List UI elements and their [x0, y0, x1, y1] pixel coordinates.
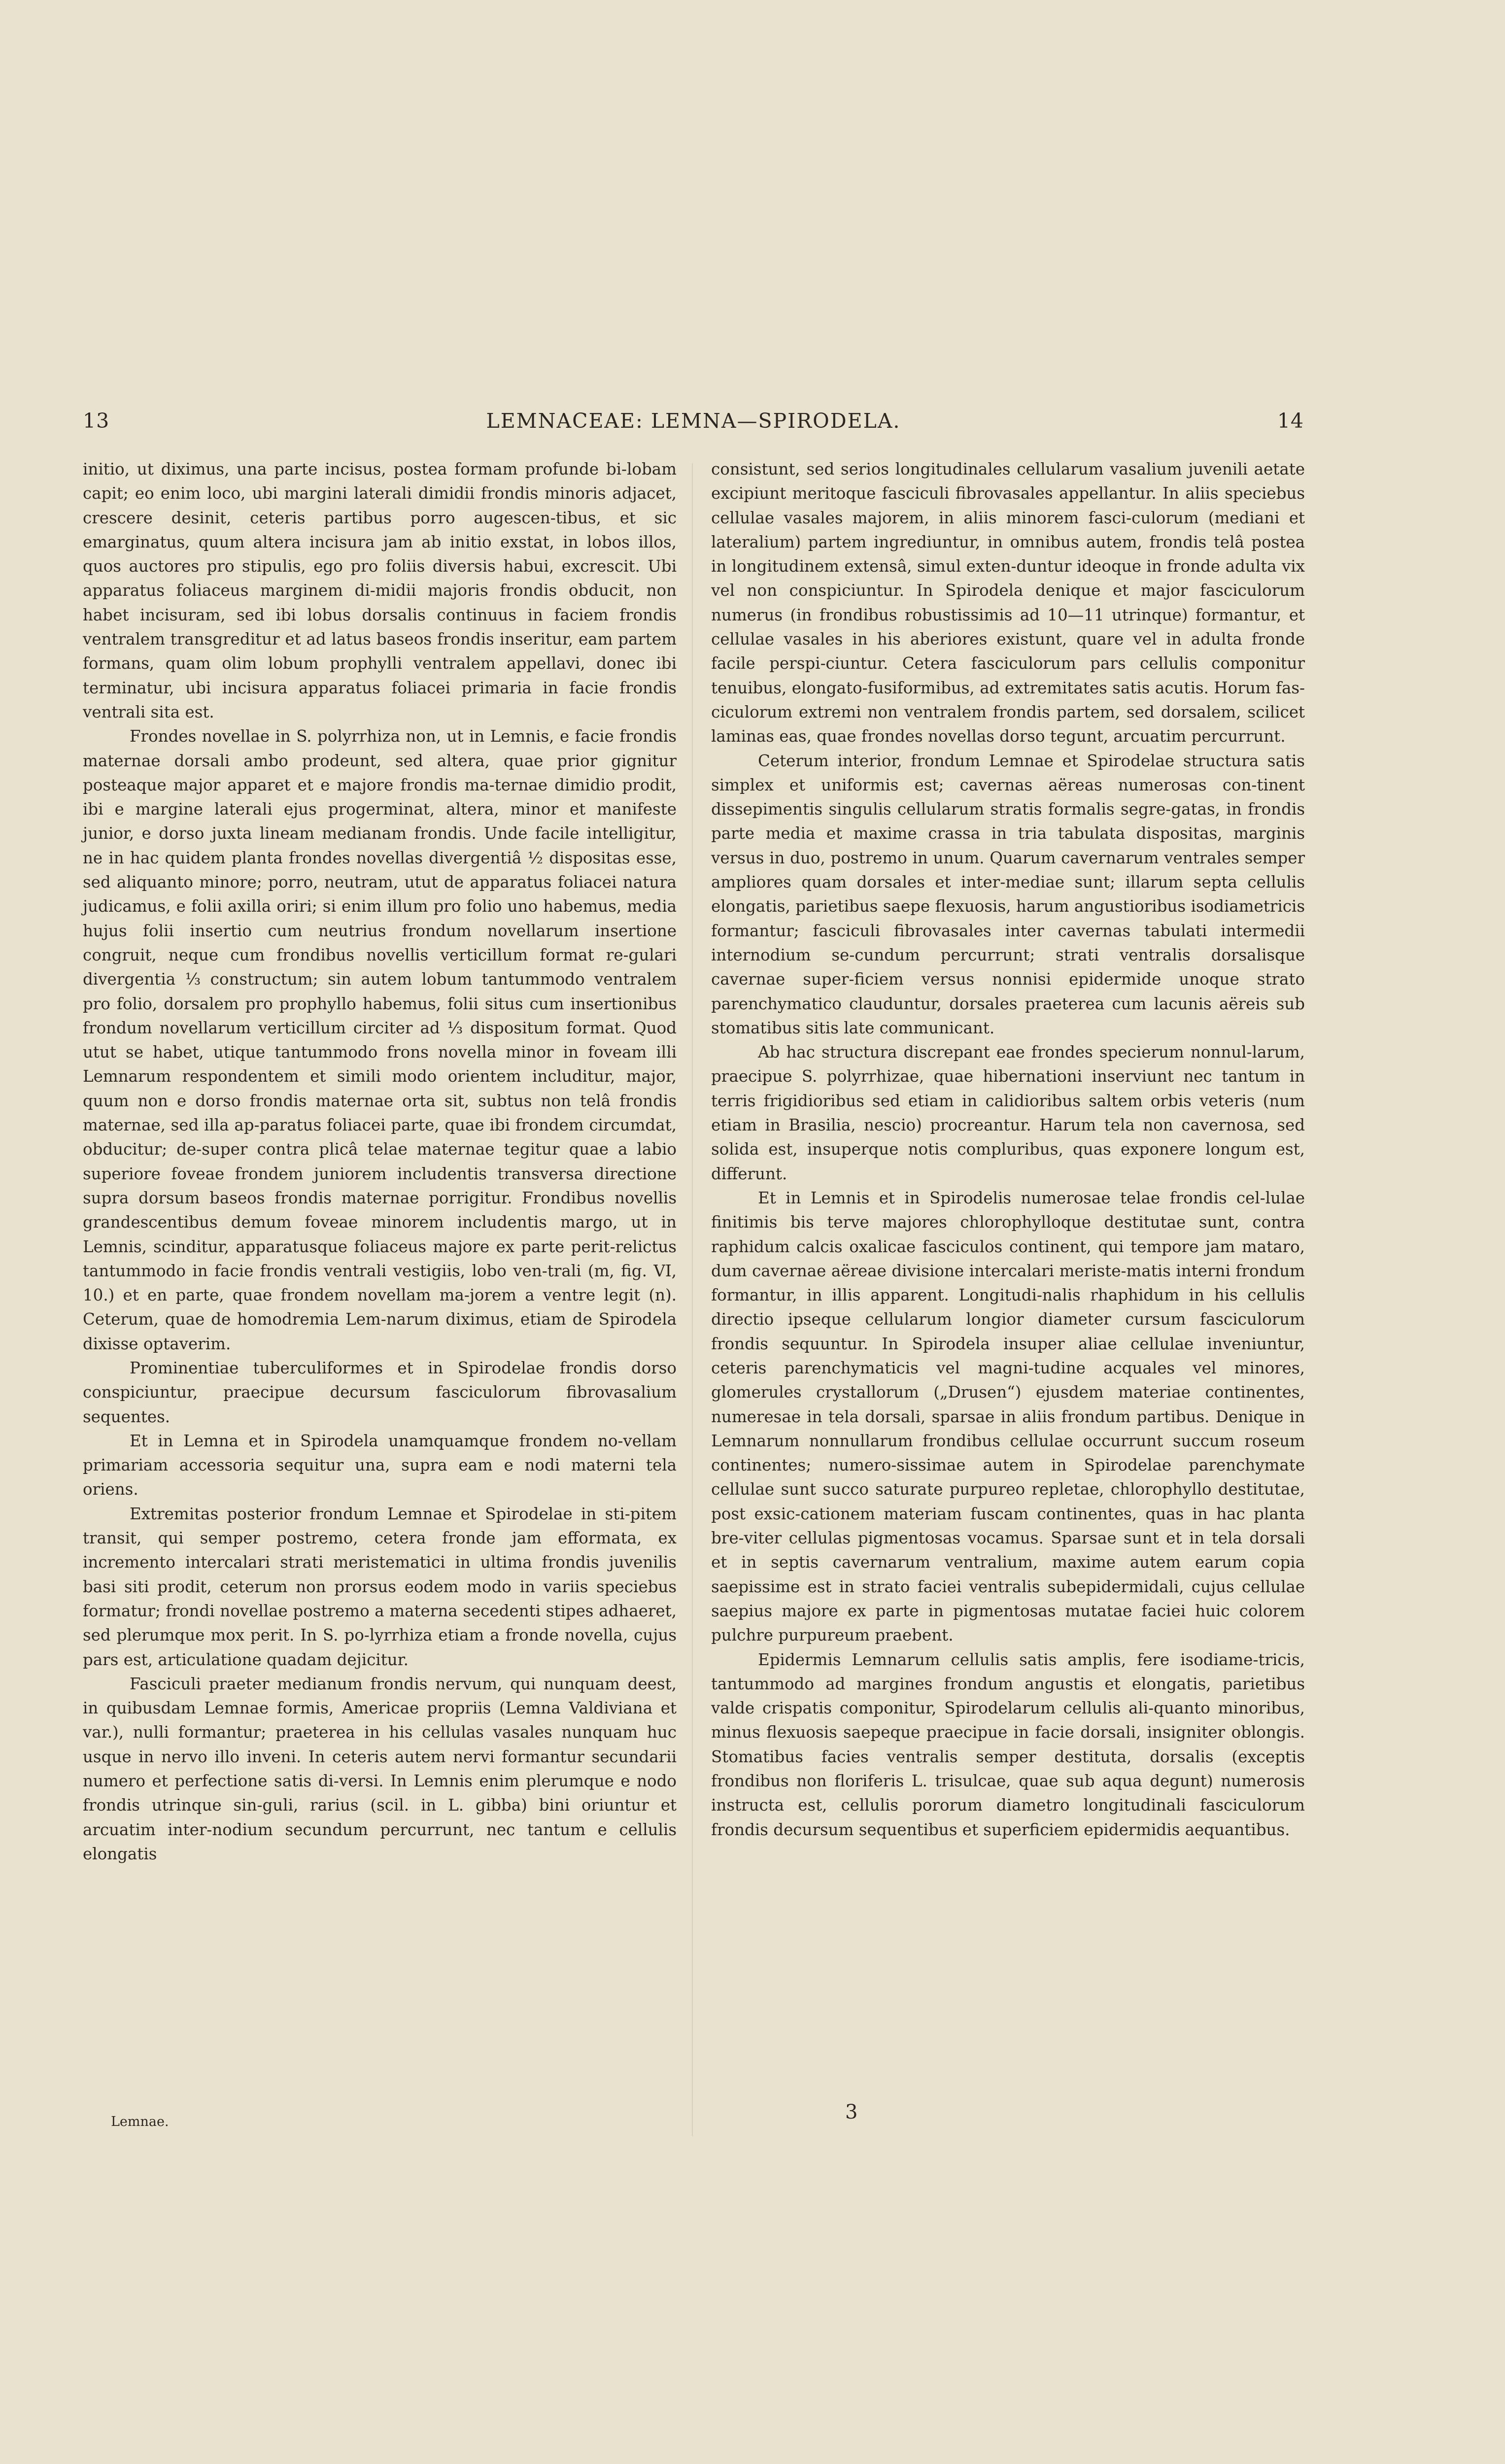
sheet-number: 3: [845, 2101, 858, 2123]
signature-mark: Lemnae.: [111, 2114, 169, 2129]
right-column: [711, 457, 1305, 1842]
page-number-right: 14: [1277, 409, 1304, 433]
left-paragraph-1: initio, ut diximus, una parte incisus, postea formam profunde bi-lobam capit; eo enim loco, ubi margini laterali dimidii frondis minoris adjacet, crescere desinit, ceteris partibus porro augescen-tibus, et sic emarginatus, quum altera incisura jam ab initio exstat, in lobos illos, quos auctores pro stipulis, ego pro foliis diversis habui, excrescit. Ubi apparatus foliaceus marginem di-midii majoris frondis obducit, non habet incisuram, sed ibi lobus dorsalis continuus in faciem frondis ventralem transgreditur et ad latus baseos frondis inseritur, eam partem formans, quam olim lobum prophylli ventralem appellavi, donec ibi terminatur, ubi incisura apparatus foliacei primaria in facie frondis ventrali sita est.: [83, 460, 677, 721]
right-paragraph-3: Ab hac structura discrepant eae frondes specierum nonnul-larum, praecipue S. polyrrhizae, quae hibernationi inserviunt nec tantum in terris frigidioribus sed etiam in calidioribus saltem orbis veteris (num etiam in Brasilia, nescio) procreantur. Harum tela non cavernosa, sed solida est, insuperque notis compluribus, quas exponere longum est, differunt.: [711, 1043, 1305, 1183]
running-title: LEMNACEAE: LEMNA—SPIRODELA.: [486, 409, 901, 433]
right-paragraph-2: Ceterum interior, frondum Lemnae et Spirodelae structura satis simplex et uniformis est; cavernas aëreas numerosas con-tinent dissepimentis singulis cellularum stratis formalis segre-gatas, in frondis parte media et maxime crassa in tria tabulata dispositas, marginis versus in duo, postremo in unum. Quarum cavernarum ventrales semper ampliores quam dorsales et inter-mediae sunt; illarum septa cellulis elongatis, parietibus saepe flexuosis, harum angustioribus isodiametricis formantur; fasciculi fibrovasales inter cavernas tabulati intermedii internodium se-cundum percurrunt; strati ventralis dorsalisque cavernae super-ficiem versus nonnisi epidermide unoque strato parenchymatico clauduntur, dorsales praeterea cum lacunis aëreis sub stomatibus sitis late communicant.: [711, 751, 1305, 1037]
left-paragraph-4: Et in Lemna et in Spirodela unamquamque frondem no-vellam primariam accessoria sequitur una, supra eam e nodi materni tela oriens.: [83, 1431, 677, 1499]
left-paragraph-6: Fasciculi praeter medianum frondis nervum, qui nunquam deest, in quibusdam Lemnae formis, Americae propriis (Lemna Valdiviana et var.), nulli formantur; praeterea in his cellulas vasales nunquam huc usque in nervo illo inveni. In ceteris autem nervi formantur secundarii numero et perfectione satis di-versi. In Lemnis enim plerumque e nodo frondis utrinque sin-guli, rarius (scil. in L. gibba) bini oriuntur et arcuatim inter-nodium secundum percurrunt, nec tantum e cellulis elongatis: [83, 1674, 677, 1863]
right-paragraph-5: Epidermis Lemnarum cellulis satis amplis, fere isodiame-tricis, tantummodo ad margines frondum angustis et elongatis, parietibus valde crispatis componitur, Spirodelarum cellulis ali-quanto minoribus, minus flexuosis saepeque praecipue in facie dorsali, insigniter oblongis. Stomatibus facies ventralis semper destituta, dorsalis (exceptis frondibus non floriferis L. trisulcae, quae sub aqua degunt) numerosis instructa est, cellulis pororum diametro longitudinali fasciculorum frondis decursum sequentibus et superficiem epidermidis aequantibus.: [711, 1650, 1305, 1839]
running-header: [83, 409, 1304, 439]
left-paragraph-5: Extremitas posterior frondum Lemnae et Spirodelae in sti-pitem transit, qui semper postremo, cetera fronde jam efformata, ex incremento intercalari strati meristematici in ultima frondis juvenilis basi siti prodit, ceterum non prorsus eodem modo in variis speciebus formatur; frondi novellae postremo a materna secedenti stipes adhaeret, sed plerumque mox perit. In S. po-lyrrhiza etiam a fronde novella, cujus pars est, articulatione quadam dejicitur.: [83, 1504, 677, 1669]
right-paragraph-4: Et in Lemnis et in Spirodelis numerosae telae frondis cel-lulae finitimis bis terve majores chlorophylloque destitutae sunt, contra raphidum calcis oxalicae fasciculos continent, qui tempore jam mataro, dum cavernae aëreae divisione intercalari meriste-matis interni frondum formantur, in illis apparent. Longitudi-nalis rhaphidum in his cellulis directio ipseque cellularum longior diameter cursum fasciculorum frondis sequuntur. In Spirodela insuper aliae cellulae inveniuntur, ceteris parenchymaticis vel magni-tudine acquales vel minores, glomerules crystallorum („Drusen“) ejusdem materiae continentes, numeresae in tela dorsali, sparsae in aliis frondum partibus. Denique in Lemnarum nonnullarum frondibus cellulae occurrunt succum roseum continentes; numero-sissimae autem in Spirodelae parenchymate cellulae sunt succo saturate purpureo repletae, chlorophyllo destitutae, post exsic-cationem materiam fuscam continentes, quas in hac planta bre-viter cellulas pigmentosas vocamus. Sparsae sunt et in tela dorsali et in septis cavernarum ventralium, maxime autem earum copia saepissime est in strato faciei ventralis subepidermidali, cujus cellulae saepius majore ex parte in pigmentosas mutatae faciei huic colorem pulchre purpureum praebent.: [711, 1188, 1305, 1645]
page-number-left: 13: [83, 409, 110, 433]
right-paragraph-1: consistunt, sed serios longitudinales cellularum vasalium juvenili aetate excipiunt meritoque fasciculi fibrovasales appellantur. In aliis speciebus cellulae vasales majorem, in aliis minorem fasci-culorum (mediani et lateralium) partem ingrediuntur, in omnibus autem, frondis telâ postea in longitudinem extensâ, simul exten-duntur ideoque in fronde adulta vix vel non conspiciuntur. In Spirodela denique et major fasciculorum numerus (in frondibus robustissimis ad 10—11 utrinque) formantur, et cellulae vasales in his aberiores existunt, quare vel in adulta fronde facile perspi-ciuntur. Cetera fasciculorum pars cellulis componitur tenuibus, elongato-fusiformibus, ad extremitates satis acutis. Horum fas-ciculorum extremi non ventralem frondis partem, sed dorsalem, scilicet laminas eas, quae frondes novellas dorso tegunt, arcuatim percurrunt.: [711, 460, 1305, 746]
left-column: [83, 457, 677, 1866]
column-divider: [692, 463, 693, 2136]
left-paragraph-2: Frondes novellae in S. polyrrhiza non, ut in Lemnis, e facie frondis maternae dorsali ambo prodeunt, sed altera, quae prior gignitur posteaque major apparet et e majore frondis ma-ternae dimidio prodit, ibi e margine laterali ejus progerminat, altera, minor et manifeste junior, e dorso juxta lineam medianam frondis. Unde facile intelligitur, ne in hac quidem planta frondes novellas divergentiâ ½ dispositas esse, sed aliquanto minore; porro, neutram, utut de apparatus foliacei natura judicamus, e folii axilla oriri; si enim illum pro folio uno habemus, media hujus folii insertio cum neutrius frondum novellarum insertione congruit, neque cum frondibus novellis verticillum format re-gulari divergentia ⅓ constructum; sin autem lobum tantummodo ventralem pro folio, dorsalem pro prophyllo habemus, folii situs cum insertionibus frondum novellarum verticillum circiter ad ⅓ dispositum format. Quod utut se habet, utique tantummodo frons novella minor in foveam illi Lemnarum respondentem et simili modo orientem includitur, major, quum non e dorso frondis maternae orta sit, subtus non telâ frondis maternae, sed illa ap-paratus foliacei parte, quae ibi frondem circumdat, obducitur; de-super contra plicâ telae maternae tegitur quae a labio superiore foveae frondem juniorem includentis transversa directione supra dorsum baseos frondis maternae porrigitur. Frondibus novellis grandescentibus demum foveae minorem includentis margo, ut in Lemnis, scinditur, apparatusque foliaceus majore ex parte perit-relictus tantummodo in facie frondis ventrali vestigiis, lobo ven-trali (m, fig. VI, 10.) et en parte, quae frondem novellam ma-jorem a ventre legit (n). Ceterum, quae de homodremia Lem-narum diximus, etiam de Spirodela dixisse optaverim.: [83, 727, 677, 1353]
left-paragraph-3: Prominentiae tuberculiformes et in Spirodelae frondis dorso conspiciuntur, praecipue decursum fasciculorum fibrovasalium sequentes.: [83, 1358, 677, 1426]
